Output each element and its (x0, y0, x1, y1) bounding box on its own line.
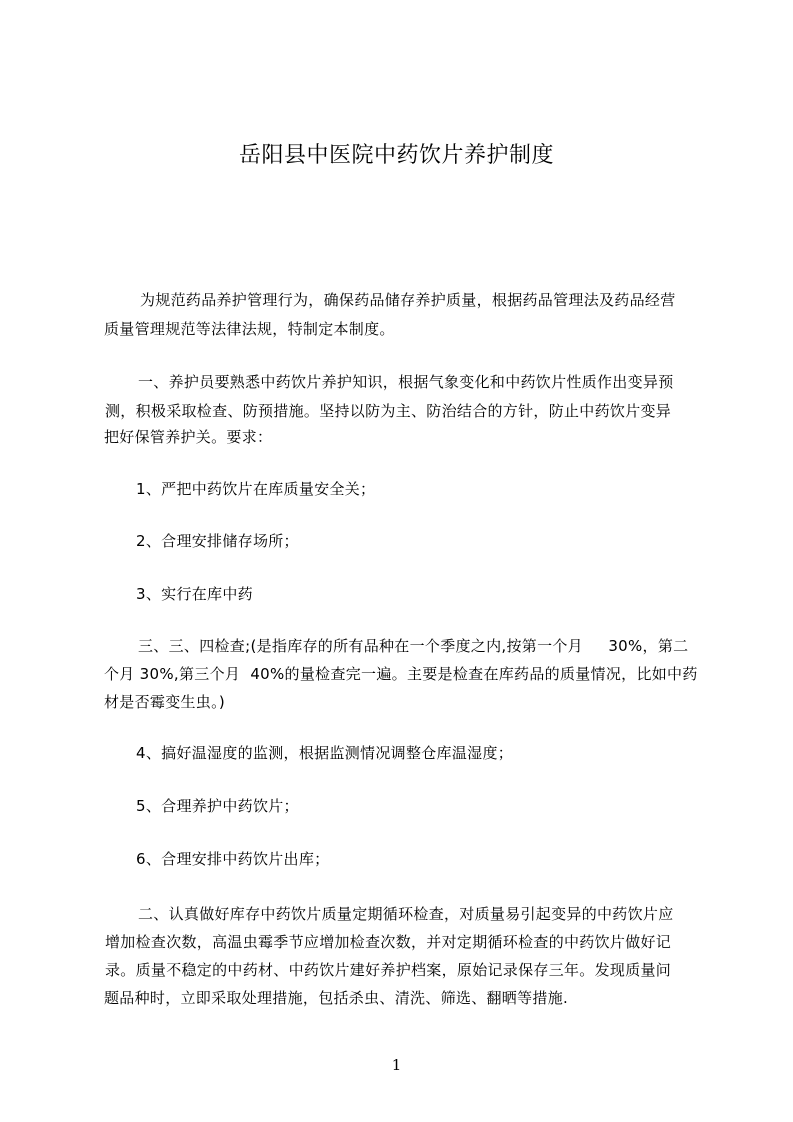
section2-line-3: 录。质量不稳定的中药材、中药饮片建好养护档案，原始记录保存三年。发现质量问 (105, 961, 672, 979)
list-item-1: 1、严把中药饮片在库质量安全关； (136, 480, 376, 498)
section2-line-4: 题品种时，立即采取处理措施，包括杀虫、清洗、筛选、翻晒等措施. (104, 989, 569, 1007)
list-item-2: 2、合理安排储存场所； (136, 532, 299, 550)
section1-line-2: 测，积极采取检查、防预措施。坚持以防为主、防治结合的方针，防止中药饮片变异 (105, 402, 672, 420)
section3-line-2: 个月 30%,第三个月 40%的量检查完一遍。主要是检查在库药品的质量情况，比如中药 (104, 665, 698, 683)
list-item-5: 5、合理养护中药饮片； (136, 797, 299, 815)
document-title: 岳阳县中医院中药饮片养护制度 (238, 143, 554, 168)
intro-line-2: 质量管理规范等法律法规，特制定本制度。 (104, 320, 395, 338)
section3-line-1: 三、三、四检查;(是指库存的所有品种在一个季度之内,按第一个月 30%，第二 (138, 637, 689, 655)
list-item-4: 4、搞好温湿度的监测，根据监测情况调整仓库温湿度； (136, 744, 514, 762)
list-item-3: 3、实行在库中药 (136, 585, 253, 603)
list-item-6: 6、合理安排中药饮片出库； (136, 850, 330, 868)
section2-line-1: 二、认真做好库存中药饮片质量定期循环检查，对质量易引起变异的中药饮片应 (138, 905, 674, 923)
section1-line-1: 一、养护员要熟悉中药饮片养护知识，根据气象变化和中药饮片性质作出变异预 (138, 373, 674, 391)
section1-line-3: 把好保管养护关。要求： (104, 428, 273, 446)
section3-line-3: 材是否霉变生虫。) (104, 693, 226, 711)
page-number: 1 (391, 1056, 402, 1074)
intro-line-1: 为规范药品养护管理行为，确保药品储存养护质量，根据药品管理法及药品经营 (140, 291, 676, 309)
section2-line-2: 增加检查次数，高温虫霉季节应增加检查次数，并对定期循环检查的中药饮片做好记 (105, 933, 672, 951)
